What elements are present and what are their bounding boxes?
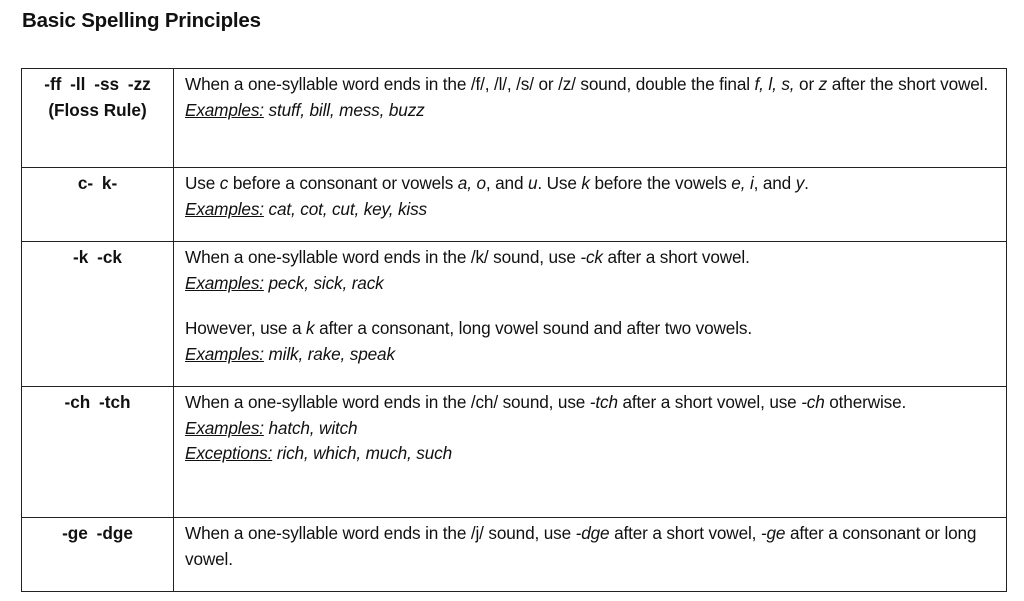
rule-pattern-cell bbox=[22, 242, 174, 387]
rule-pattern-cell bbox=[22, 168, 174, 242]
rule-description-cell bbox=[174, 242, 1007, 387]
italic-term: a, o bbox=[457, 173, 486, 193]
rule-pattern-cell bbox=[22, 518, 174, 592]
rule-description-cell bbox=[174, 168, 1007, 242]
examples-list: cat, cot, cut, key, kiss bbox=[263, 198, 427, 219]
italic-term: -dge bbox=[575, 523, 610, 543]
rule-examples bbox=[185, 416, 995, 442]
italic-term: k bbox=[306, 318, 315, 339]
italic-term: -tch bbox=[589, 392, 618, 412]
table-row bbox=[22, 168, 1007, 242]
rule-description: When a one-syllable word ends in the /k/ sound, use -ck after a short vowel. bbox=[185, 247, 750, 267]
italic-term: -ge bbox=[760, 523, 786, 543]
exceptions-list: rich, which, much, such bbox=[272, 443, 453, 464]
spelling-rules-table bbox=[21, 68, 1007, 592]
exceptions-label: Exceptions: bbox=[185, 443, 273, 464]
examples-label: Examples: bbox=[185, 417, 264, 438]
rule-examples bbox=[185, 342, 995, 368]
table-row bbox=[22, 242, 1007, 387]
italic-term: y bbox=[795, 173, 805, 193]
table-row bbox=[22, 69, 1007, 168]
italic-term: z bbox=[818, 74, 828, 94]
examples-label: Examples: bbox=[185, 99, 264, 120]
italic-term: -ck bbox=[580, 247, 603, 267]
italic-term: f, l, s, bbox=[754, 74, 795, 94]
document-title: Basic Spelling Principles bbox=[22, 9, 261, 32]
table-row bbox=[22, 387, 1007, 518]
rule-pattern: -ff -ll -ss -zz bbox=[44, 74, 151, 94]
paragraph-gap bbox=[185, 296, 995, 316]
italic-term: -ch bbox=[801, 392, 825, 412]
rule-pattern: c- k- bbox=[77, 173, 118, 193]
rule-description: When a one-syllable word ends in the /j/ sound, use -dge after a short vowel, -ge after a consonant or long vowel. bbox=[185, 523, 977, 569]
examples-label: Examples: bbox=[185, 272, 264, 293]
examples-list: milk, rake, speak bbox=[263, 343, 395, 364]
italic-term: e, i bbox=[731, 173, 754, 193]
rule-description-cell bbox=[174, 387, 1007, 518]
examples-label: Examples: bbox=[185, 343, 264, 364]
rule-examples bbox=[185, 98, 995, 124]
rule-description: Use c before a consonant or vowels a, o, and u. Use k before the vowels e, i, and y. bbox=[185, 173, 809, 193]
examples-list: hatch, witch bbox=[263, 417, 358, 438]
rule-pattern: -ch -tch bbox=[64, 392, 131, 412]
table-row bbox=[22, 518, 1007, 592]
italic-term: k bbox=[581, 173, 590, 193]
rule-pattern: -ge -dge bbox=[62, 523, 133, 543]
rule-description-cell bbox=[174, 69, 1007, 168]
rule-exception-description: However, use a k after a consonant, long vowel sound and after two vowels. bbox=[185, 318, 752, 339]
rule-description-cell bbox=[174, 518, 1007, 592]
rule-examples bbox=[185, 197, 995, 223]
examples-list: stuff, bill, mess, buzz bbox=[263, 99, 425, 120]
rule-examples bbox=[185, 271, 995, 297]
examples-list: peck, sick, rack bbox=[263, 272, 384, 293]
rule-pattern-cell bbox=[22, 69, 174, 168]
examples-label: Examples: bbox=[185, 198, 264, 219]
rule-pattern: -k -ck bbox=[73, 247, 122, 267]
rule-pattern-cell bbox=[22, 387, 174, 518]
rule-pattern-subtitle: (Floss Rule) bbox=[48, 99, 147, 120]
italic-term: u bbox=[527, 173, 538, 193]
rule-exceptions bbox=[185, 441, 995, 467]
rule-description: When a one-syllable word ends in the /f/, /l/, /s/ or /z/ sound, double the final f, l, s, or z after the short vowel. bbox=[185, 74, 988, 94]
rule-description: When a one-syllable word ends in the /ch/ sound, use -tch after a short vowel, use -ch otherwise. bbox=[185, 392, 907, 412]
italic-term: c bbox=[219, 173, 229, 193]
